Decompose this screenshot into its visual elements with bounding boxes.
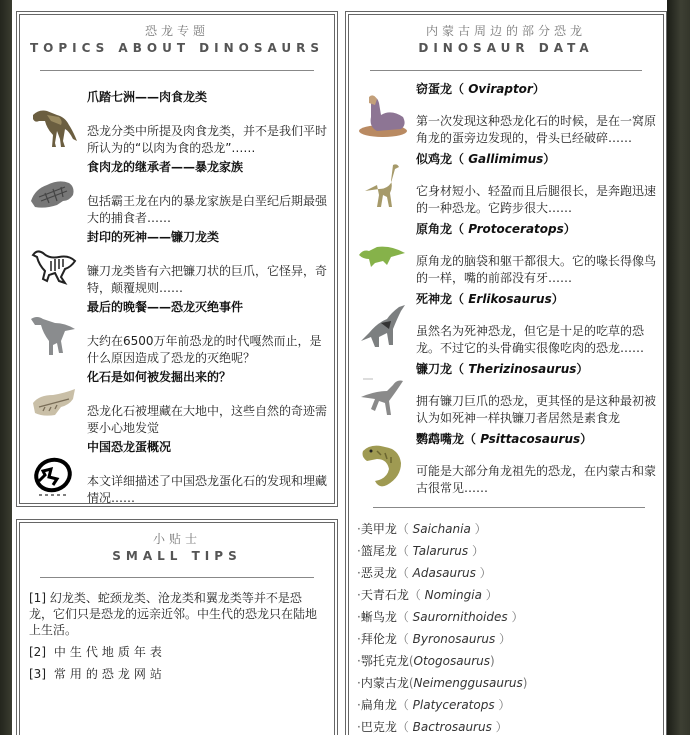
dinosaur-name-link[interactable] — [357, 650, 527, 672]
name-latin: Adasaurus — [412, 566, 476, 580]
dinosaur-data-panel — [345, 11, 667, 735]
name-latin: Neimenggusaurus — [413, 676, 523, 690]
dinosaur-name-cn: 似鸡龙 — [416, 152, 453, 166]
featured-dinosaur-list — [349, 79, 663, 499]
paren-close: ） — [495, 632, 512, 646]
dinosaur-item[interactable] — [349, 149, 663, 219]
topic-desc: 恐龙化石被埋藏在大地中，这些自然的奇迹需要小心地发觉 — [87, 404, 328, 435]
panel-title-en: TOPICS ABOUT DINOSAURS — [29, 41, 325, 55]
panel-header — [20, 523, 334, 578]
topic-item[interactable] — [20, 159, 334, 229]
name-latin: Saichania — [412, 522, 471, 536]
paren-open: ( — [408, 676, 414, 690]
dinosaur-title[interactable]: 窃蛋龙（ Oviraptor） — [416, 82, 545, 96]
bullet-icon: · — [357, 610, 361, 624]
paren-open: （ — [408, 588, 425, 602]
panel-title-en: SMALL TIPS — [112, 549, 242, 563]
bullet-icon: · — [357, 544, 361, 558]
name-cn: 恶灵龙 — [360, 566, 397, 580]
dinosaur-name-cn: 死神龙 — [416, 292, 453, 306]
topic-title[interactable]: 中国恐龙蛋概况 — [87, 440, 172, 454]
paren-close: ） — [470, 522, 487, 536]
name-latin: Nomingia — [424, 588, 482, 602]
dinosaur-desc: 第一次发现这种恐龙化石的时候，是在一窝原角龙的蛋旁边发现的，骨头已经破碎…… — [416, 114, 657, 145]
dinosaur-name-cn: 镰刀龙 — [416, 362, 453, 376]
dinosaur-item[interactable] — [349, 359, 663, 429]
paren-close: ） — [475, 566, 492, 580]
dinosaur-name-link[interactable] — [357, 540, 527, 562]
topic-desc: 恐龙分类中所提及肉食龙类，并不是我们平时所认为的“以肉为食的恐龙”…… — [87, 124, 328, 155]
oviraptor-thumbnail-icon[interactable] — [357, 91, 409, 141]
paren-close: ) — [489, 654, 495, 668]
dinosaur-name-list — [357, 518, 527, 735]
dinosaur-item[interactable] — [349, 289, 663, 359]
paren-open: （ — [396, 544, 413, 558]
page-background-left — [0, 0, 12, 735]
dinosaur-desc: 可能是大部分角龙祖先的恐龙，在内蒙古和蒙古很常见…… — [416, 464, 657, 495]
page-background-right — [667, 0, 690, 735]
panel-header — [349, 15, 663, 71]
dinosaur-item[interactable] — [349, 79, 663, 149]
paren-open: （ — [396, 610, 413, 624]
dinosaur-name-link[interactable] — [357, 716, 527, 735]
name-latin: Bactrosaurus — [412, 720, 492, 734]
paren-open: （ — [396, 632, 413, 646]
paren-open: （ — [396, 698, 413, 712]
bullet-icon: · — [357, 566, 361, 580]
dinosaur-name-link[interactable] — [357, 562, 527, 584]
divider — [373, 507, 645, 508]
skull-fossil-thumbnail-icon[interactable] — [29, 381, 79, 431]
bullet-icon: · — [357, 720, 361, 734]
name-latin: Saurornithoides — [412, 610, 508, 624]
cracked-egg-icon[interactable] — [29, 451, 79, 501]
name-latin: Byronosaurus — [412, 632, 496, 646]
protoceratops-thumbnail-icon[interactable] — [357, 231, 409, 281]
paren-open: （ — [396, 566, 413, 580]
dinosaur-desc: 拥有镰刀巨爪的恐龙，更其怪的是这种最初被认为如死神一样执镰刀者居然是素食龙 — [416, 394, 657, 425]
divider — [40, 70, 314, 71]
name-latin: Talarurus — [412, 544, 469, 558]
topic-desc: 镰刀龙类皆有六把镰刀状的巨爪，它怪异，奇特，颠覆规则…… — [87, 264, 328, 295]
dinosaur-desc: 它身材短小、轻盈而且后腿很长，是奔跑迅速的一种恐龙。它跨步很大…… — [416, 184, 657, 215]
divider — [370, 70, 642, 71]
grey-dinosaur-thumbnail-icon[interactable] — [29, 311, 79, 361]
dinosaur-item[interactable] — [349, 429, 663, 499]
topic-title[interactable]: 爪踏七洲——肉食龙类 — [87, 90, 208, 104]
tip-link-dinosaur-websites[interactable]: 常用的恐龙网站 — [46, 667, 166, 681]
name-latin: Platyceratops — [412, 698, 495, 712]
tips-list — [20, 578, 334, 682]
paren-close: ） — [481, 588, 498, 602]
dinosaur-name-link[interactable] — [357, 628, 527, 650]
dinosaur-name-link[interactable] — [357, 694, 527, 716]
panel-title-cn: 内蒙古周边的部分恐龙 — [425, 24, 586, 38]
name-cn: 鄂托克龙 — [360, 654, 409, 668]
topic-title[interactable]: 化石是如何被发掘出来的？ — [87, 370, 232, 384]
name-cn: 蜥鸟龙 — [360, 610, 397, 624]
topic-title[interactable]: 最后的晚餐——恐龙灭绝事件 — [87, 300, 244, 314]
dinosaur-name-latin: Erlikosaurus — [468, 292, 552, 306]
tip-item[interactable] — [29, 644, 325, 660]
tip-text: 幻龙类、蛇颈龙类、沧龙类和翼龙类等并不是恐龙，它们只是恐龙的远亲近邻。中生代的恐龙只在陆地上生活。 — [29, 591, 318, 637]
dinosaur-title[interactable]: 原角龙（ Protoceratops） — [416, 222, 576, 236]
tip-item[interactable] — [29, 666, 325, 682]
name-latin: Otogosaurus — [413, 654, 490, 668]
dinosaur-item[interactable] — [349, 219, 663, 289]
bullet-icon: · — [357, 676, 361, 690]
dinosaur-name-link[interactable] — [357, 672, 527, 694]
psittacosaurus-thumbnail-icon[interactable] — [357, 441, 409, 491]
bullet-icon: · — [357, 522, 361, 536]
dinosaur-name-latin: Protoceratops — [468, 222, 564, 236]
name-cn: 美甲龙 — [360, 522, 397, 536]
panel-title-cn: 小贴士 — [152, 532, 201, 546]
paren-close: ) — [522, 676, 528, 690]
dinosaur-name-cn: 窃蛋龙 — [416, 82, 453, 96]
paren-close: ） — [468, 544, 484, 558]
tip-number: [2] — [29, 645, 46, 659]
panel-title-cn: 恐龙专题 — [144, 24, 209, 38]
gallimimus-thumbnail-icon[interactable] — [357, 161, 409, 211]
panel-title-en: DINOSAUR DATA — [418, 41, 594, 55]
tip-number: [3] — [29, 667, 46, 681]
skeleton-thumbnail-icon[interactable] — [29, 241, 79, 291]
bullet-icon: · — [357, 698, 361, 712]
name-cn: 内蒙古龙 — [360, 676, 409, 690]
bullet-icon: · — [357, 588, 361, 602]
topic-list — [20, 89, 334, 504]
dinosaur-desc: 虽然名为死神恐龙，但它是十足的吃草的恐龙。不过它的头骨确实很像吃肉的恐龙…… — [416, 324, 645, 355]
topic-desc: 本文详细描述了中国恐龙蛋化石的发现和埋藏情况…… — [87, 474, 328, 504]
dinosaur-title[interactable]: 死神龙（ Erlikosaurus） — [416, 292, 564, 306]
paren-close: ） — [491, 720, 508, 734]
tip-item — [29, 590, 325, 638]
paren-open: （ — [396, 720, 413, 734]
dinosaur-name-latin: Gallimimus — [468, 152, 544, 166]
paren-close: ） — [494, 698, 511, 712]
name-cn: 巴克龙 — [360, 720, 397, 734]
topic-desc: 包括霸王龙在内的暴龙家族是白垩纪后期最强大的捕食者…… — [87, 194, 328, 225]
erlikosaurus-thumbnail-icon[interactable] — [357, 301, 409, 351]
dinosaur-title[interactable]: 鹦鹉嘴龙（ Psittacosaurus） — [416, 432, 593, 446]
name-cn: 扁角龙 — [360, 698, 397, 712]
topic-item[interactable] — [20, 439, 334, 504]
name-cn: 天青石龙 — [360, 588, 409, 602]
topic-title[interactable]: 食肉龙的继承者——暴龙家族 — [87, 160, 244, 174]
dinosaur-name-latin: Oviraptor — [468, 82, 533, 96]
topic-item[interactable] — [20, 229, 334, 299]
tips-panel — [16, 519, 338, 735]
tip-link-geologic-timescale[interactable]: 中生代地质年表 — [46, 645, 166, 659]
dinosaur-name-cn: 原角龙 — [416, 222, 453, 236]
paren-close: ） — [507, 610, 524, 624]
dinosaur-title[interactable]: 镰刀龙（ Therizinosaurus） — [416, 362, 589, 376]
bullet-icon: · — [357, 632, 361, 646]
name-cn: 拜伦龙 — [360, 632, 397, 646]
tyrannosaur-thumbnail-icon[interactable] — [29, 101, 79, 151]
topic-desc: 大约在6500万年前恐龙的时代嘎然而止，是什么原因造成了恐龙的灭绝呢？ — [87, 334, 322, 365]
dinosaur-name-latin: Therizinosaurus — [468, 362, 577, 376]
topics-panel — [16, 11, 338, 507]
name-cn: 篮尾龙 — [360, 544, 397, 558]
dinosaur-name-latin: Psittacosaurus — [480, 432, 581, 446]
bullet-icon: · — [357, 654, 361, 668]
dinosaur-name-cn: 鹦鹉嘴龙 — [416, 432, 465, 446]
therizinosaurus-thumbnail-icon[interactable] — [357, 371, 409, 421]
panel-header — [20, 15, 334, 71]
paren-open: ( — [408, 654, 414, 668]
dinosaur-title[interactable]: 似鸡龙（ Gallimimus） — [416, 152, 556, 166]
dinosaur-name-link[interactable] — [357, 606, 527, 628]
dinosaur-desc: 原角龙的脑袋和躯干都很大。它的喙长得像鸟的一样，嘴的前部没有牙…… — [416, 254, 657, 285]
topic-item[interactable] — [20, 89, 334, 159]
dinosaur-name-link[interactable] — [357, 584, 527, 606]
topic-item[interactable] — [20, 299, 334, 369]
paren-open: （ — [396, 522, 413, 536]
topic-title[interactable]: 封印的死神——镰刀龙类 — [87, 230, 220, 244]
tip-number: [1] — [29, 591, 46, 605]
topic-item[interactable] — [20, 369, 334, 439]
fossil-skull-thumbnail-icon[interactable] — [29, 171, 79, 221]
dinosaur-name-link[interactable] — [357, 518, 527, 540]
